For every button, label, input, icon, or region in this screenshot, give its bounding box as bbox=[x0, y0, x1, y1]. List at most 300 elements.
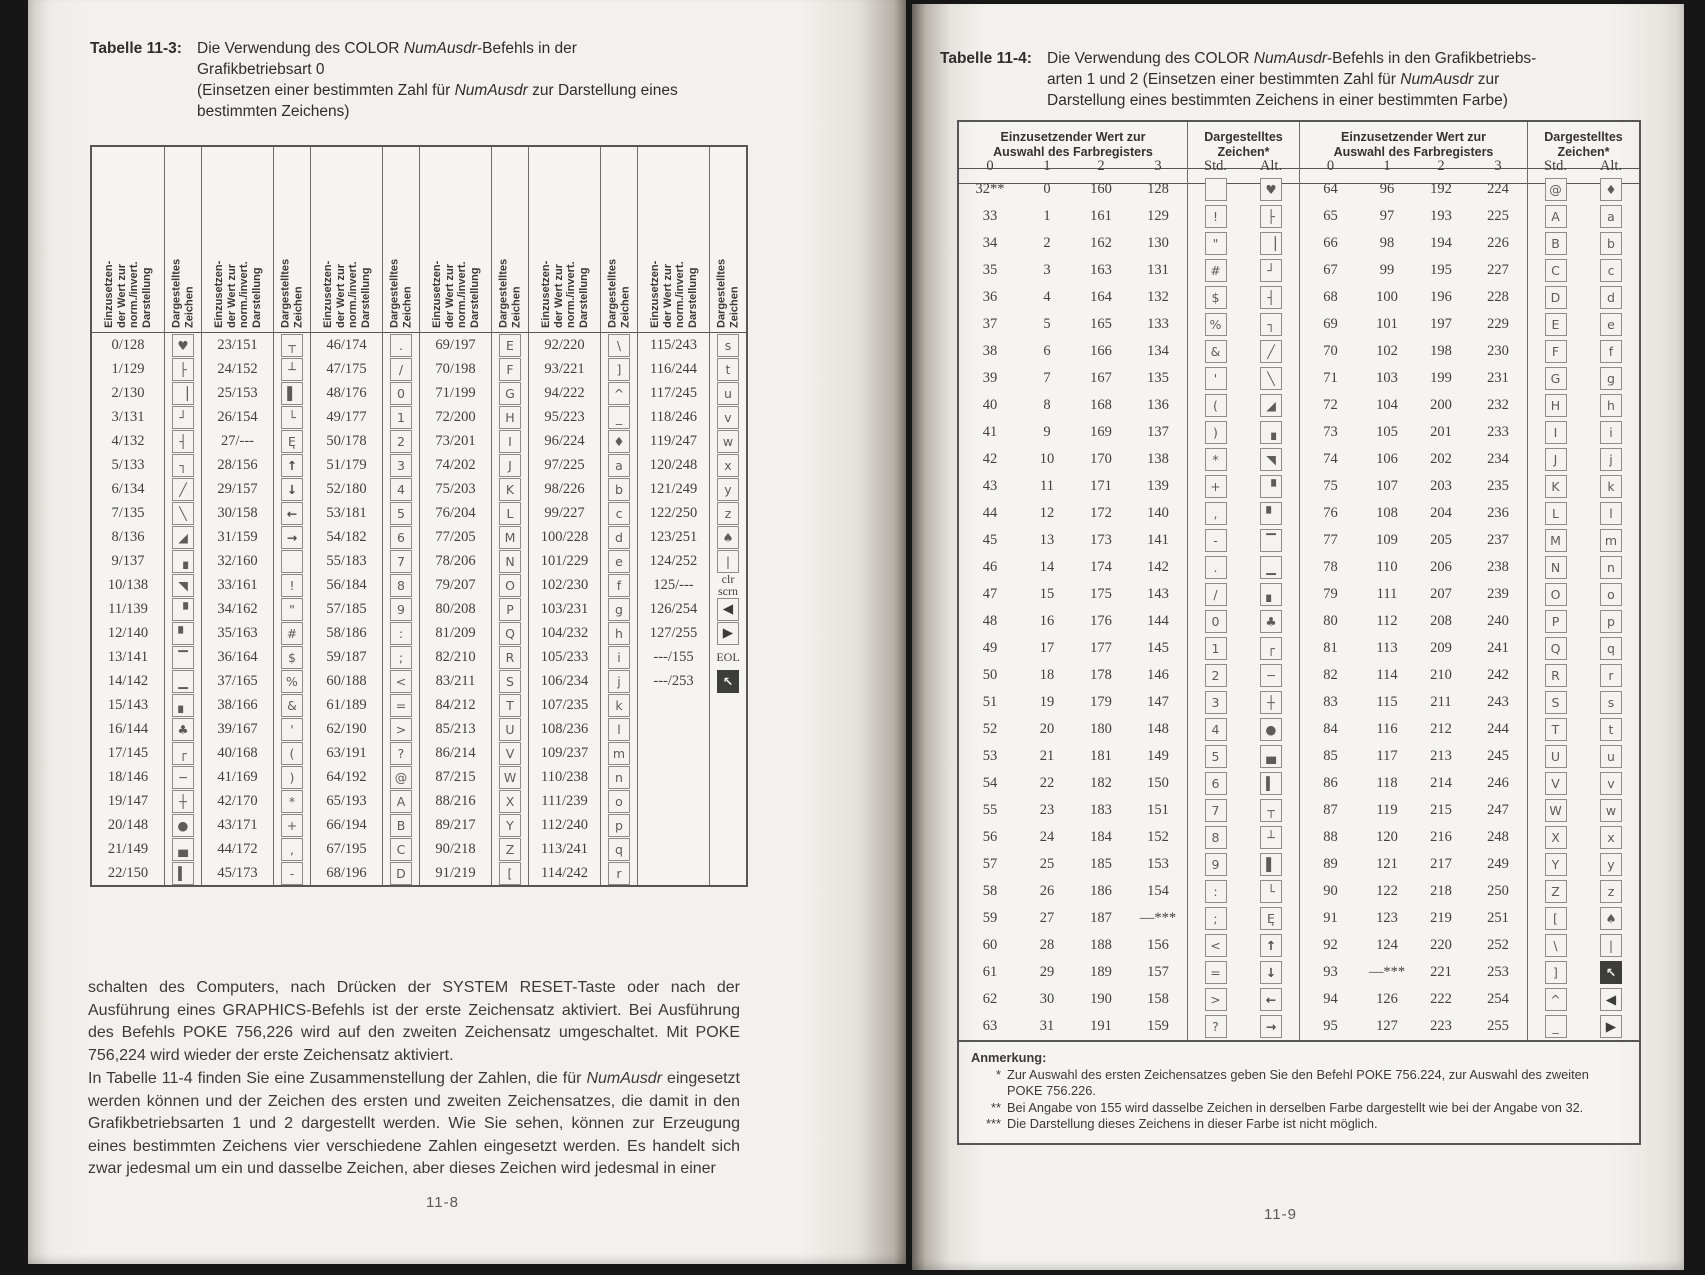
glyph-box: ◢ bbox=[172, 526, 194, 549]
std-glyph-cell bbox=[1187, 176, 1243, 203]
std-glyph-cell bbox=[1527, 770, 1583, 797]
glyph-box: 5 bbox=[1205, 745, 1227, 768]
value-column-header bbox=[310, 147, 382, 333]
glyph-cell bbox=[273, 621, 310, 645]
code-value-cell: 81/209 bbox=[419, 621, 491, 645]
glyph-cell bbox=[382, 429, 419, 453]
code-value-cell: 17/145 bbox=[107, 744, 149, 761]
glyph-box: ╱ bbox=[172, 478, 194, 501]
register-value-cell: 141 bbox=[1147, 532, 1169, 548]
glyph-box: 0 bbox=[1205, 610, 1227, 633]
register-value-cell: 135 bbox=[1147, 370, 1169, 386]
glyph-box: ┐ bbox=[172, 454, 194, 477]
sub-header-std: Std. bbox=[1527, 149, 1583, 184]
alt-glyph-cell bbox=[1243, 932, 1299, 959]
std-glyph-cell bbox=[1527, 878, 1583, 905]
glyph-box: └ bbox=[1260, 880, 1282, 903]
register-value-cell: 117 bbox=[1376, 748, 1398, 764]
alt-glyph-cell bbox=[1583, 257, 1639, 284]
glyph-box: O bbox=[1545, 583, 1567, 606]
glyph-box: ─ bbox=[172, 766, 194, 789]
register-value-cell: 169 bbox=[1090, 424, 1112, 440]
glyph-box: ↑ bbox=[1260, 934, 1282, 957]
code-value-cell: 28/156 bbox=[201, 453, 273, 477]
register-value-cell: 91 bbox=[1299, 905, 1361, 932]
code-value-cell: 48/176 bbox=[310, 381, 382, 405]
register-value-cell: 211 bbox=[1430, 694, 1452, 710]
std-glyph-cell bbox=[1187, 203, 1243, 230]
glyph-box: ▔ bbox=[172, 646, 194, 669]
footnote-text: Zur Auswahl des ersten Zeichensatzes geben Sie den Befehl POKE 756.224, zur Auswahl des zweiten POKE 756.226. bbox=[1007, 1066, 1589, 1098]
glyph-box: ● bbox=[1260, 718, 1282, 741]
alt-glyph-cell bbox=[1583, 419, 1639, 446]
glyph-box: A bbox=[390, 790, 412, 813]
alt-glyph-cell bbox=[1583, 176, 1639, 203]
glyph-box: ▄ bbox=[172, 838, 194, 861]
header-line: Dargestelltes bbox=[279, 258, 292, 328]
glyph-box: ↖ bbox=[717, 670, 739, 693]
char-column-header-text bbox=[716, 152, 741, 328]
page-right bbox=[912, 4, 1684, 1270]
register-value-cell: 178 bbox=[1090, 667, 1112, 683]
glyph-box: & bbox=[1205, 340, 1227, 363]
std-glyph-cell bbox=[1187, 959, 1243, 986]
sub-header-3: 3 bbox=[1129, 149, 1187, 184]
code-value-cell: 93/221 bbox=[528, 357, 600, 381]
alt-glyph-cell bbox=[1583, 932, 1639, 959]
code-value-cell: 60/188 bbox=[310, 669, 382, 693]
register-value-cell: 181 bbox=[1090, 748, 1112, 764]
register-value-cell: 142 bbox=[1147, 559, 1169, 575]
text-segment: NumAusdr bbox=[586, 1070, 663, 1087]
alt-glyph-cell bbox=[1243, 635, 1299, 662]
caption-line bbox=[197, 59, 678, 80]
register-value-cell: 101 bbox=[1376, 316, 1398, 332]
char-column-header bbox=[382, 147, 419, 333]
text-segment: zur bbox=[1473, 71, 1500, 88]
code-value-cell: 11/139 bbox=[108, 600, 148, 617]
register-value-cell: 116 bbox=[1376, 721, 1398, 737]
glyph-box: ─ bbox=[1260, 664, 1282, 687]
register-value-cell: 86 bbox=[1299, 770, 1361, 797]
code-value-cell: 113/241 bbox=[528, 837, 600, 861]
glyph-cell bbox=[382, 405, 419, 429]
glyph-cell bbox=[273, 645, 310, 669]
glyph-box: % bbox=[1205, 313, 1227, 336]
table-11-3 bbox=[90, 145, 748, 887]
register-value-cell: 183 bbox=[1090, 802, 1112, 818]
glyph-box: 9 bbox=[1205, 853, 1227, 876]
register-value-cell: 184 bbox=[1090, 829, 1112, 845]
register-value-cell: 194 bbox=[1430, 235, 1452, 251]
caption-line bbox=[197, 38, 678, 59]
code-value-cell: 38/166 bbox=[201, 693, 273, 717]
alt-glyph-cell bbox=[1583, 1013, 1639, 1040]
code-value-cell: 12/140 bbox=[107, 624, 149, 641]
glyph-cell bbox=[600, 597, 637, 621]
glyph-cell bbox=[709, 549, 746, 573]
register-value-cell: 49 bbox=[982, 640, 998, 656]
register-value-cell: 81 bbox=[1299, 635, 1361, 662]
glyph-box: z bbox=[1600, 880, 1622, 903]
alt-glyph-cell bbox=[1583, 770, 1639, 797]
code-value-cell: 104/232 bbox=[528, 621, 600, 645]
alt-glyph-cell bbox=[1583, 986, 1639, 1013]
register-value-cell: 122 bbox=[1376, 883, 1398, 899]
glyph-cell bbox=[273, 669, 310, 693]
register-value-cell: 89 bbox=[1299, 851, 1361, 878]
glyph-box: P bbox=[499, 598, 521, 621]
code-value-cell: 47/175 bbox=[310, 357, 382, 381]
header-line: Zeichen* bbox=[1217, 145, 1270, 159]
glyph-box: ◀ bbox=[717, 598, 739, 621]
footnote-marker: ** bbox=[991, 1099, 1001, 1115]
register-value-cell: 188 bbox=[1090, 937, 1112, 953]
std-glyph-cell bbox=[1187, 743, 1243, 770]
glyph-box: G bbox=[499, 382, 521, 405]
register-value-cell: 168 bbox=[1090, 397, 1112, 413]
glyph-cell bbox=[491, 525, 528, 549]
glyph-cell bbox=[382, 573, 419, 597]
glyph-box: s bbox=[1600, 691, 1622, 714]
register-value-cell: 57 bbox=[982, 856, 998, 872]
register-value-cell: 157 bbox=[1147, 964, 1169, 980]
char-column-header-text bbox=[171, 152, 196, 328]
alt-glyph-cell bbox=[1243, 473, 1299, 500]
body-paragraph-1 bbox=[88, 977, 740, 1067]
glyph-box: t bbox=[1600, 718, 1622, 741]
glyph-cell bbox=[709, 717, 746, 741]
alt-glyph-cell bbox=[1583, 716, 1639, 743]
std-glyph-cell bbox=[1527, 203, 1583, 230]
glyph-box: y bbox=[1600, 853, 1622, 876]
code-value-cell: 112/240 bbox=[528, 813, 600, 837]
code-value-cell: 56/184 bbox=[310, 573, 382, 597]
register-value-cell: 6 bbox=[1043, 343, 1051, 359]
glyph-box: Z bbox=[1545, 880, 1567, 903]
glyph-box: X bbox=[499, 790, 521, 813]
glyph-cell bbox=[164, 693, 201, 717]
alt-glyph-cell bbox=[1243, 500, 1299, 527]
glyph-box: ↓ bbox=[1260, 961, 1282, 984]
alt-glyph-cell bbox=[1243, 392, 1299, 419]
std-glyph-cell bbox=[1527, 176, 1583, 203]
alt-glyph-cell bbox=[1243, 905, 1299, 932]
std-glyph-cell bbox=[1527, 959, 1583, 986]
alt-glyph-cell bbox=[1583, 797, 1639, 824]
glyph-cell bbox=[709, 333, 746, 357]
register-value-cell: 11 bbox=[1040, 478, 1054, 494]
alt-glyph-cell bbox=[1243, 824, 1299, 851]
code-value-cell: 117/245 bbox=[637, 381, 709, 405]
std-glyph-cell bbox=[1527, 230, 1583, 257]
register-value-cell: 2 bbox=[1043, 235, 1051, 251]
glyph-box: f bbox=[608, 574, 630, 597]
caption-line bbox=[1047, 69, 1536, 90]
alt-glyph-cell bbox=[1583, 554, 1639, 581]
register-value-cell: 153 bbox=[1147, 856, 1169, 872]
glyph-cell bbox=[164, 597, 201, 621]
glyph-box: F bbox=[499, 358, 521, 381]
register-value-cell: 133 bbox=[1147, 316, 1169, 332]
code-value-cell: 85/213 bbox=[419, 717, 491, 741]
code-value-cell: 97/225 bbox=[528, 453, 600, 477]
glyph-box: u bbox=[1600, 745, 1622, 768]
std-glyph-cell bbox=[1527, 419, 1583, 446]
glyph-box: ▁ bbox=[172, 670, 194, 693]
glyph-box: ┘ bbox=[172, 406, 194, 429]
glyph-box: d bbox=[1600, 286, 1622, 309]
code-value-cell: 34/162 bbox=[201, 597, 273, 621]
glyph-cell bbox=[273, 405, 310, 429]
alt-glyph-cell bbox=[1243, 878, 1299, 905]
header-line: Einzusetzen- bbox=[430, 260, 443, 328]
glyph-box: ] bbox=[608, 358, 630, 381]
code-value-cell bbox=[637, 693, 709, 717]
glyph-cell bbox=[164, 429, 201, 453]
glyph-cell bbox=[709, 573, 746, 597]
register-value-cell: 160 bbox=[1090, 181, 1112, 197]
code-value-cell: 80/208 bbox=[419, 597, 491, 621]
glyph-box: : bbox=[1205, 880, 1227, 903]
glyph-box: f bbox=[1600, 340, 1622, 363]
char-column-header bbox=[273, 147, 310, 333]
glyph-cell bbox=[382, 789, 419, 813]
register-value-cell: 53 bbox=[982, 748, 998, 764]
page-left bbox=[28, 0, 906, 1264]
glyph-cell bbox=[164, 837, 201, 861]
register-value-cell: 69 bbox=[1299, 311, 1361, 338]
register-value-cell: 10 bbox=[1039, 451, 1055, 467]
glyph-box: - bbox=[1205, 529, 1227, 552]
header-line: Darstellung bbox=[140, 266, 153, 328]
glyph-box: K bbox=[499, 478, 521, 501]
register-value-cell: 206 bbox=[1430, 559, 1452, 575]
glyph-box: r bbox=[608, 862, 630, 885]
register-value-cell: 124 bbox=[1376, 937, 1398, 953]
glyph-cell bbox=[491, 789, 528, 813]
code-value-cell: 16/144 bbox=[107, 720, 149, 737]
register-value-cell: 108 bbox=[1376, 505, 1398, 521]
glyph-box: ? bbox=[1205, 1015, 1227, 1038]
code-value-cell: 84/212 bbox=[419, 693, 491, 717]
glyph-box: c bbox=[1600, 259, 1622, 282]
register-value-cell: 8 bbox=[1043, 397, 1051, 413]
sub-header-std: Std. bbox=[1187, 149, 1243, 184]
std-glyph-cell bbox=[1187, 392, 1243, 419]
code-value-cell: 127/255 bbox=[637, 621, 709, 645]
glyph-box: W bbox=[1545, 799, 1567, 822]
code-value-cell: 122/250 bbox=[637, 501, 709, 525]
glyph-box: F bbox=[1545, 340, 1567, 363]
glyph-box: a bbox=[1600, 205, 1622, 228]
glyph-box: m bbox=[608, 742, 630, 765]
register-value-cell: 158 bbox=[1147, 991, 1169, 1007]
alt-glyph-cell bbox=[1243, 176, 1299, 203]
table-11-4-caption-text bbox=[1047, 48, 1536, 111]
glyph-cell bbox=[491, 693, 528, 717]
code-value-cell bbox=[637, 861, 709, 885]
code-value-cell bbox=[637, 789, 709, 813]
glyph-cell bbox=[600, 477, 637, 501]
alt-glyph-cell bbox=[1583, 446, 1639, 473]
glyph-cell bbox=[273, 357, 310, 381]
control-label: EOL bbox=[716, 649, 740, 664]
code-value-cell: 90/218 bbox=[419, 837, 491, 861]
glyph-cell bbox=[600, 693, 637, 717]
std-glyph-cell bbox=[1187, 905, 1243, 932]
glyph-box: ? bbox=[390, 742, 412, 765]
code-value-cell: 50/178 bbox=[310, 429, 382, 453]
glyph-cell bbox=[273, 741, 310, 765]
code-value-cell: 119/247 bbox=[637, 429, 709, 453]
alt-glyph-cell bbox=[1583, 203, 1639, 230]
register-value-cell: 176 bbox=[1090, 613, 1112, 629]
glyph-box: 0 bbox=[390, 382, 412, 405]
text-segment: NumAusdr bbox=[1253, 50, 1327, 67]
register-value-cell: 113 bbox=[1376, 640, 1398, 656]
glyph-box: W bbox=[499, 766, 521, 789]
glyph-box: X bbox=[1545, 826, 1567, 849]
register-value-cell: 164 bbox=[1090, 289, 1112, 305]
register-value-cell: 202 bbox=[1430, 451, 1452, 467]
code-value-cell: 62/190 bbox=[310, 717, 382, 741]
std-glyph-cell bbox=[1187, 257, 1243, 284]
register-value-cell: 9 bbox=[1043, 424, 1051, 440]
register-value-cell: 255 bbox=[1487, 1018, 1509, 1034]
glyph-box: D bbox=[1545, 286, 1567, 309]
glyph-box: ▕ bbox=[172, 382, 194, 405]
glyph-cell bbox=[382, 453, 419, 477]
glyph-box: K bbox=[1545, 475, 1567, 498]
std-glyph-cell bbox=[1527, 797, 1583, 824]
register-value-cell: 197 bbox=[1430, 316, 1452, 332]
char-column-header-text bbox=[280, 152, 305, 328]
code-value-cell: 57/185 bbox=[310, 597, 382, 621]
register-value-cell: 97 bbox=[1379, 208, 1395, 224]
code-value-cell: 63/191 bbox=[310, 741, 382, 765]
glyph-box: ◥ bbox=[172, 574, 194, 597]
glyph-cell bbox=[709, 501, 746, 525]
code-value-cell: 71/199 bbox=[419, 381, 491, 405]
glyph-box: R bbox=[1545, 664, 1567, 687]
glyph-box: : bbox=[390, 622, 412, 645]
std-glyph-cell bbox=[1187, 635, 1243, 662]
glyph-box: l bbox=[1600, 502, 1622, 525]
register-value-cell: 136 bbox=[1147, 397, 1169, 413]
std-glyph-cell bbox=[1527, 635, 1583, 662]
footnote-marker: *** bbox=[986, 1116, 1001, 1131]
register-value-cell: 17 bbox=[1039, 640, 1055, 656]
register-value-cell: 73 bbox=[1299, 419, 1361, 446]
register-value-cell: 128 bbox=[1147, 181, 1169, 197]
glyph-box: ; bbox=[390, 646, 412, 669]
glyph-cell bbox=[273, 549, 310, 573]
footnote-heading: Anmerkung: bbox=[971, 1050, 1047, 1065]
glyph-box: S bbox=[499, 670, 521, 693]
code-value-cell: 83/211 bbox=[419, 669, 491, 693]
register-value-cell: 22 bbox=[1039, 775, 1055, 791]
register-value-cell: 60 bbox=[982, 937, 998, 953]
register-value-cell: 118 bbox=[1376, 775, 1398, 791]
glyph-box: q bbox=[1600, 637, 1622, 660]
code-value-cell: 118/246 bbox=[637, 405, 709, 429]
table-11-4-grid bbox=[959, 122, 1639, 1040]
value-column-header-text bbox=[322, 152, 372, 328]
table-11-3-caption-label: Tabelle 11-3: bbox=[90, 40, 182, 57]
register-value-cell: 140 bbox=[1147, 505, 1169, 521]
header-line: Zeichen* bbox=[1557, 145, 1610, 159]
glyph-cell bbox=[600, 669, 637, 693]
glyph-box: B bbox=[1545, 232, 1567, 255]
header-line: Dargestelltes bbox=[1544, 130, 1623, 144]
register-value-cell: 48 bbox=[982, 613, 998, 629]
register-value-cell: 111 bbox=[1376, 586, 1398, 602]
alt-glyph-cell bbox=[1583, 527, 1639, 554]
std-glyph-cell bbox=[1187, 1013, 1243, 1040]
register-value-cell: 78 bbox=[1299, 554, 1361, 581]
code-value-cell: 74/202 bbox=[419, 453, 491, 477]
glyph-box: U bbox=[499, 718, 521, 741]
glyph-box: ] bbox=[1545, 961, 1567, 984]
alt-glyph-cell bbox=[1243, 770, 1299, 797]
register-value-cell: 110 bbox=[1376, 559, 1398, 575]
glyph-box: 2 bbox=[390, 430, 412, 453]
glyph-cell bbox=[600, 549, 637, 573]
register-value-cell: 215 bbox=[1430, 802, 1452, 818]
register-value-cell: 129 bbox=[1147, 208, 1169, 224]
code-value-cell: 39/167 bbox=[201, 717, 273, 741]
register-value-cell: 134 bbox=[1147, 343, 1169, 359]
register-value-cell: 106 bbox=[1376, 451, 1398, 467]
alt-glyph-cell bbox=[1243, 257, 1299, 284]
glyph-cell bbox=[491, 477, 528, 501]
glyph-box: l bbox=[608, 718, 630, 741]
glyph-box: ┬ bbox=[1260, 799, 1282, 822]
glyph-box: k bbox=[1600, 475, 1622, 498]
std-glyph-cell bbox=[1187, 527, 1243, 554]
header-line: norm./invert. bbox=[128, 260, 140, 328]
alt-glyph-cell bbox=[1243, 554, 1299, 581]
register-value-cell: 54 bbox=[982, 775, 998, 791]
alt-glyph-cell bbox=[1243, 851, 1299, 878]
glyph-box bbox=[281, 550, 303, 573]
code-value-cell: 89/217 bbox=[419, 813, 491, 837]
glyph-box: └ bbox=[281, 406, 303, 429]
glyph-cell bbox=[709, 741, 746, 765]
register-value-cell: 47 bbox=[982, 586, 998, 602]
alt-glyph-cell bbox=[1243, 203, 1299, 230]
register-value-cell: 216 bbox=[1430, 829, 1452, 845]
header-line: der Wert zur bbox=[443, 263, 455, 328]
register-value-cell: 149 bbox=[1147, 748, 1169, 764]
glyph-cell bbox=[600, 837, 637, 861]
code-value-cell: 103/231 bbox=[528, 597, 600, 621]
glyph-box: 7 bbox=[1205, 799, 1227, 822]
code-value-cell: 96/224 bbox=[528, 429, 600, 453]
register-value-cell: 77 bbox=[1299, 527, 1361, 554]
page-number-left: 11-8 bbox=[426, 1194, 459, 1211]
glyph-cell bbox=[382, 357, 419, 381]
register-value-cell: 247 bbox=[1487, 802, 1509, 818]
glyph-box: O bbox=[499, 574, 521, 597]
code-value-cell: 26/154 bbox=[201, 405, 273, 429]
code-value-cell: 31/159 bbox=[201, 525, 273, 549]
code-value-cell: 30/158 bbox=[201, 501, 273, 525]
code-value-cell: 69/197 bbox=[419, 333, 491, 357]
std-glyph-cell bbox=[1187, 419, 1243, 446]
code-value-cell: 5/133 bbox=[111, 456, 145, 473]
